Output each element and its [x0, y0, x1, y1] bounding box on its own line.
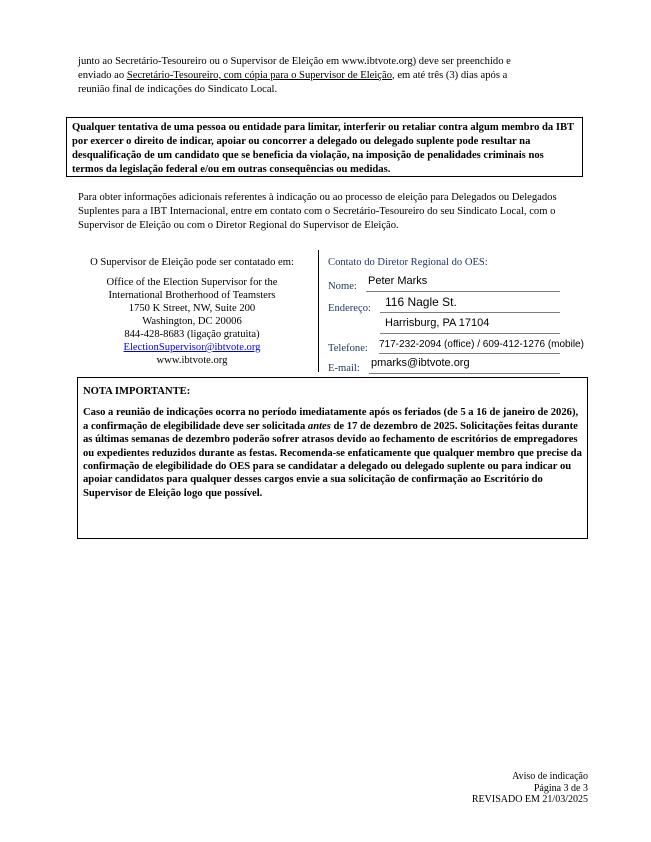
director-address-line-1: 116 Nagle St.: [385, 295, 457, 309]
intro-line-3: reunião final de indicações do Sindicato Local.: [78, 84, 278, 95]
note-text-pre: Caso a reunião de indicações ocorra no período imediatamente após os feriados (de 5 a 16 de janeiro de 2026), a confirmação de elegibilidade deve ser solicitada: [83, 407, 579, 432]
director-name-line: [366, 291, 560, 292]
director-phone-line: [379, 353, 560, 354]
info-text: Para obter informações adicionais referentes à indicação ou ao processo de eleição para Delegados ou Delegados Suplentes para a IBT Internacional, entre em contato com o Secretário-Tesoureiro do seu Sindicato Local, com o Supervisor de Eleição ou com o Diretor Regional do Supervisor de Eleição.: [78, 192, 557, 231]
director-address-line-2-rule: [380, 333, 560, 334]
contact-divider: [318, 250, 319, 372]
director-heading: Contato do Diretor Regional do OES:: [328, 257, 488, 268]
supervisor-city: Washington, DC 20006: [142, 316, 242, 327]
warning-text: Qualquer tentativa de uma pessoa ou entidade para limitar, interferir ou retaliar contra algum membro da IBT por exercer o direito de indicar, apoiar ou concorrer a delegado ou delegado suplente pode resultar na desqualificação de um candidato que se beneficia da violação, na imposição de penalidades criminais nos termos da legislação federal e/ou em outras consequências ou medidas.: [72, 122, 574, 175]
contact-section: [66, 250, 586, 372]
supervisor-email-link[interactable]: ElectionSupervisor@ibtvote.org: [123, 342, 261, 353]
director-email-line: [369, 373, 560, 374]
important-note-text: [83, 406, 582, 500]
director-name-label: Nome:: [328, 281, 357, 292]
supervisor-street: 1750 K Street, NW, Suite 200: [128, 303, 256, 314]
footer-doc-title: Aviso de indicação: [512, 771, 588, 782]
intro-line-1: junto ao Secretário-Tesoureiro ou o Supervisor de Eleição em www.ibtvote.org) deve ser preenchido e: [78, 56, 511, 67]
director-address-line-1-rule: [380, 312, 560, 313]
director-name-value: Peter Marks: [368, 275, 428, 287]
intro-paragraph: [78, 55, 583, 97]
page-footer: [472, 771, 588, 806]
intro-line-2-pre: enviado ao: [78, 70, 127, 81]
supervisor-office-line-1: Office of the Election Supervisor for the: [106, 277, 278, 288]
supervisor-phone: 844-428-8683 (ligação gratuita): [124, 329, 260, 340]
director-address-label: Endereço:: [328, 303, 371, 314]
director-address-line-2: Harrisburg, PA 17104: [385, 317, 490, 329]
supervisor-office-line-2: International Brotherhood of Teamsters: [108, 290, 276, 301]
supervisor-contact: [66, 256, 318, 367]
note-text-post: de 17 de dezembro de 2025. Solicitações feitas durante as últimas semanas de dezembro poderão sofrer atrasos devido ao fechamento de escritórios de empregadores ou expedientes reduzidos durante as festas. Recomenda-se enfaticamente que qualquer membro que precise da confirmação de elegibilidade do OES para se candidatar a delegado ou delegado suplente ou para indicar ou apoiar candidatos para qualquer desses cargos envie a sua solicitação de confirmação ao Escritório do Supervisor de Eleição logo que possível.: [83, 420, 582, 499]
note-text-italic: antes: [307, 420, 331, 432]
warning-box: [66, 117, 583, 177]
director-email-label: E-mail:: [328, 363, 360, 374]
important-note-box: [77, 377, 588, 539]
footer-revision: REVISADO EM 21/03/2025: [471, 794, 588, 805]
intro-line-2: [78, 69, 583, 83]
director-email-value: pmarks@ibtvote.org: [371, 357, 470, 369]
info-paragraph: [78, 191, 583, 233]
intro-line-2-post: , em até três (3) dias após a: [392, 70, 508, 81]
intro-underlined-text: Secretário-Tesoureiro, com cópia para o Supervisor de Eleição: [126, 70, 393, 81]
footer-page-number: Página 3 de 3: [533, 782, 588, 794]
director-phone-label: Telefone:: [328, 343, 368, 354]
important-note-title: NOTA IMPORTANTE:: [83, 386, 191, 397]
supervisor-heading: O Supervisor de Eleição pode ser contatado em:: [90, 257, 294, 268]
supervisor-website: www.ibtvote.org: [156, 355, 228, 366]
director-phone-value: 717-232-2094 (office) / 609-412-1276 (mobile): [379, 339, 584, 350]
